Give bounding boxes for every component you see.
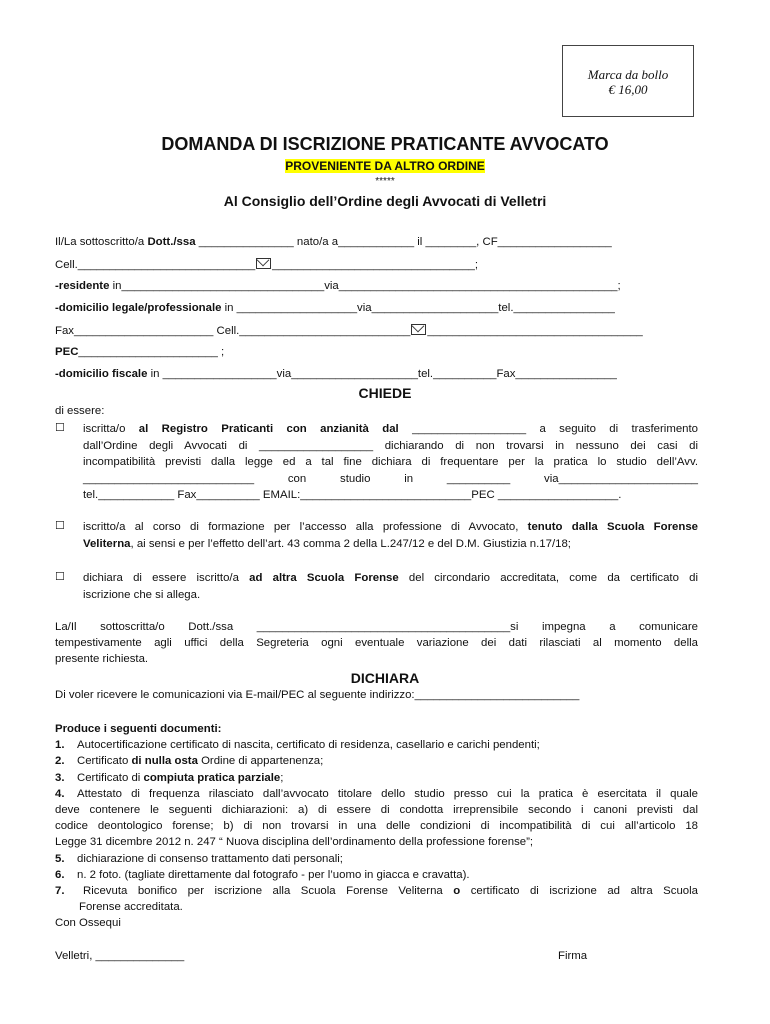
di-essere-label: di essere: xyxy=(55,405,105,417)
text: iscritto/a al corso di formazione per l’accesso alla professione di Avvocato, xyxy=(83,521,528,533)
text: Fax______________________ Cell.___________________________ xyxy=(55,325,411,337)
item-3-line-2: iscrizione che si allega. xyxy=(83,588,201,601)
text: al Registro Praticanti con anzianità dal xyxy=(138,423,399,435)
documents-heading xyxy=(55,721,698,737)
document-title: DOMANDA DI ISCRIZIONE PRATICANTE AVVOCATO xyxy=(161,134,609,154)
text: certificato di iscrizione ad altra Scuola xyxy=(460,885,698,898)
doc-2 xyxy=(55,753,698,769)
item-2-line-2 xyxy=(83,536,698,553)
revenue-stamp-box xyxy=(562,45,694,117)
item-3-line-1 xyxy=(83,570,698,587)
signature-label: Firma xyxy=(558,950,588,962)
text: in ___________________via____________________tel.________________ xyxy=(221,302,615,314)
text: ________________________________; xyxy=(272,259,479,271)
text: in________________________________via____________________________________________; xyxy=(109,280,621,292)
doc-4-line-2: deve contenere le seguenti dichiarazioni: a) di essere di condotta irreprensibile secondo i canoni previsti dal xyxy=(55,804,698,817)
text: _______________ nato/a a____________ il ________, CF__________________ xyxy=(195,236,612,248)
item-1-line-4: ___________________________ con studio in __________ via______________________ xyxy=(83,472,698,485)
checkbox-3[interactable]: ☐ xyxy=(55,571,65,583)
text: Dott./ssa xyxy=(147,236,196,248)
doc-number: 2. xyxy=(55,755,65,768)
text: Produce i seguenti documenti: xyxy=(55,723,222,735)
document-subtitle: PROVENIENTE DA ALTRO ORDINE xyxy=(285,159,485,173)
text: di nulla osta xyxy=(131,755,198,768)
text: compiuta pratica parziale xyxy=(143,771,281,784)
text: ; xyxy=(280,771,284,784)
text: -domicilio legale/professionale xyxy=(55,302,222,314)
text: __________________________________ xyxy=(427,325,643,337)
doc-4-line-3: codice deontologico forense; b) di non trovarsi in una delle condizioni di incompatibilità di cui all’articolo 18 xyxy=(55,820,698,833)
text: , ai sensi e per l’effetto dell’art. 43 comma 2 della L.247/12 e del D.M. Giustizia n.17/18; xyxy=(130,537,571,550)
text: Il/La sottoscritto/a xyxy=(55,236,148,248)
text: Ricevuta bonifico per iscrizione alla Scuola Forense Veliterna xyxy=(83,885,454,898)
doc-7 xyxy=(55,883,698,899)
text: __________________ a seguito di trasferimento xyxy=(398,423,698,435)
doc-number: 5. xyxy=(55,852,65,865)
text: -residente xyxy=(55,280,110,292)
chiede-heading: CHIEDE xyxy=(358,385,412,401)
doc-number: 7. xyxy=(55,885,65,898)
text: dichiarazione di consenso trattamento dati personali; xyxy=(77,852,343,865)
item-1-line-2: dall’Ordine degli Avvocati di __________________ dichiarando di non trovarsi in nessuno dei casi di xyxy=(83,439,698,452)
form-line-3 xyxy=(55,280,621,292)
place-date: Velletri, ______________ xyxy=(55,950,185,962)
text: PEC xyxy=(55,346,79,358)
text: Veliterna xyxy=(83,537,131,550)
email-envelope-icon xyxy=(256,258,271,269)
text: Certificato xyxy=(77,755,132,768)
impegno-line-2: tempestivamente agli uffici della Segreteria ogni eventuale variazione dei dati rilasciati al momento della xyxy=(55,637,698,649)
email-envelope-icon xyxy=(411,324,426,335)
form-line-1 xyxy=(55,236,612,248)
text: ______________________ ; xyxy=(78,346,225,358)
text: Autocertificazione certificato di nascita, certificato di residenza, casellario e carichi pendenti; xyxy=(77,739,540,752)
impegno-line-1: La/Il sottoscritta/o Dott./ssa ________________________________________si impegna a comunicare xyxy=(55,621,698,633)
form-line-5 xyxy=(55,324,643,337)
subtitle-wrap xyxy=(0,159,770,173)
doc-number: 3. xyxy=(55,771,65,784)
documents-list xyxy=(55,721,698,932)
item-2-line-1 xyxy=(83,519,698,536)
doc-1 xyxy=(55,737,698,753)
doc-number: 1. xyxy=(55,739,65,752)
checkbox-2[interactable]: ☐ xyxy=(55,520,65,532)
closing: Con Ossequi xyxy=(55,917,121,930)
text: Attestato di frequenza rilasciato dall’avvocato titolare dello studio presso cui la pratica è esercitata il quale xyxy=(77,787,698,800)
text: -domicilio fiscale xyxy=(55,368,148,380)
form-line-2 xyxy=(55,258,478,271)
text: in __________________via____________________tel.__________Fax________________ xyxy=(147,368,617,380)
doc-number: 4. xyxy=(55,787,65,800)
form-line-6 xyxy=(55,346,224,358)
impegno-paragraph xyxy=(55,619,698,667)
doc-number: 6. xyxy=(55,868,65,881)
text: Certificato di xyxy=(77,771,144,784)
text: ad altra Scuola Forense xyxy=(249,572,399,584)
text: del circondario accreditata, come da certificato di xyxy=(398,572,698,584)
addressee: Al Consiglio dell’Ordine degli Avvocati di Velletri xyxy=(223,193,547,209)
doc-7-line-2: Forense accreditata. xyxy=(79,901,183,914)
item-1 xyxy=(83,421,698,504)
stamp-line-1: Marca da bollo xyxy=(587,67,669,82)
dichiara-heading: DICHIARA xyxy=(350,670,420,686)
doc-3 xyxy=(55,770,698,786)
item-1-line-5: tel.____________ Fax__________ EMAIL:___________________________PEC ___________________. xyxy=(83,489,622,501)
stamp-line-2: € 16,00 xyxy=(608,82,648,97)
impegno-line-3: presente richiesta. xyxy=(55,653,149,665)
doc-4 xyxy=(55,786,698,802)
item-1-line-3: incompatibilità previsti dalla legge ed a tal fine dichiara di frequentare per la pratica lo studio dell’Avv. xyxy=(83,456,698,468)
form-line-7 xyxy=(55,368,617,380)
text: tenuto dalla Scuola Forense xyxy=(527,521,698,533)
stars-separator: ***** xyxy=(375,176,395,187)
checkbox-1[interactable]: ☐ xyxy=(55,422,65,434)
item-2 xyxy=(83,519,698,552)
doc-6 xyxy=(55,867,698,883)
dichiara-text: Di voler ricevere le comunicazioni via E-mail/PEC al seguente indirizzo:__________________________ xyxy=(55,689,580,701)
item-3 xyxy=(83,570,698,603)
text: Ordine di appartenenza; xyxy=(197,755,324,768)
text: n. 2 foto. (tagliate direttamente dal fotografo - per l’uomo in giacca e cravatta). xyxy=(77,868,470,881)
form-line-4 xyxy=(55,302,615,314)
text: dichiara di essere iscritto/a xyxy=(83,572,250,584)
text: Cell.____________________________ xyxy=(55,259,256,271)
doc-5 xyxy=(55,851,698,867)
doc-4-line-4: Legge 31 dicembre 2012 n. 247 “ Nuova disciplina dell’ordinamento della professione forense”; xyxy=(55,836,534,849)
item-1-line-1 xyxy=(83,421,698,438)
text: iscritta/o xyxy=(83,423,139,435)
text: o xyxy=(453,885,461,898)
